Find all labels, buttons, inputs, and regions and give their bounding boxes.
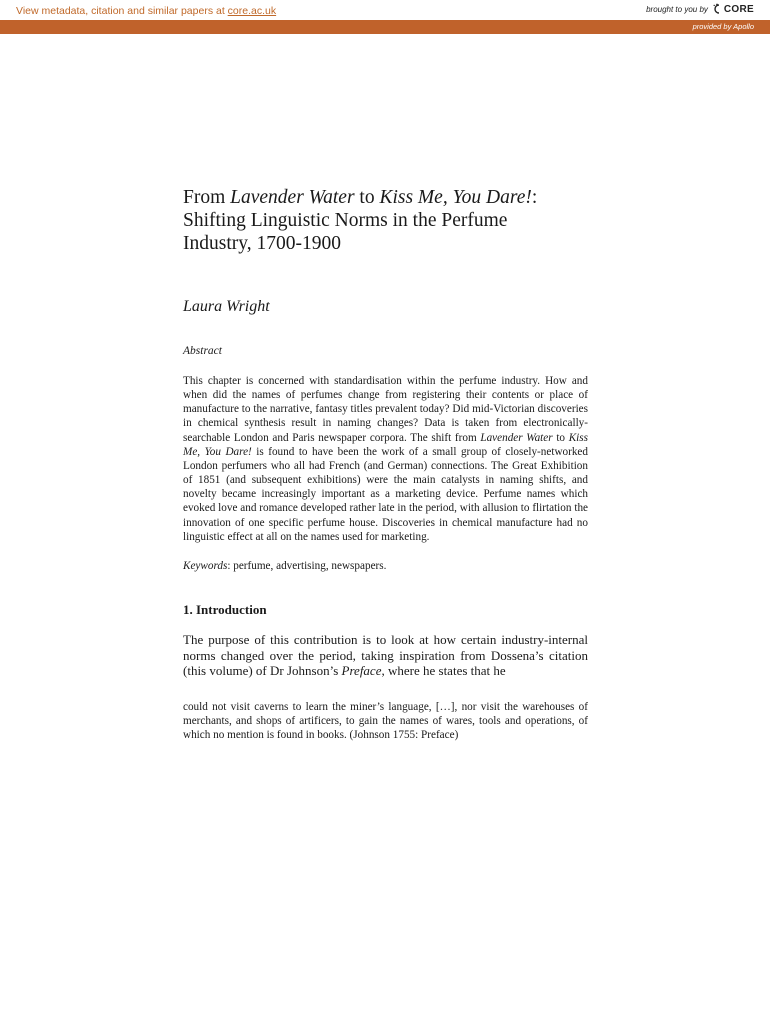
abstract-heading: Abstract [183, 345, 222, 357]
core-logo-text: CORE [723, 3, 754, 15]
block-quote: could not visit caverns to learn the miner’s language, […], nor visit the warehouses of merchants, and shops of artificers, to gain the names of wares, tools and operations, of which no mention is found in books. (Johnson 1755: Preface) [183, 700, 588, 742]
intro-part-2: , where he states that he [381, 663, 506, 679]
paper-title [183, 186, 588, 255]
abstract-italic-2: Kiss Me, You Dare! [183, 431, 588, 458]
abstract-part-3: is found to have been the work of a small group of closely-networked London perfumers who all had French (and German) connections. The Great Exhibition of 1851 (and subsequent exhibitions) were the main catalysts in naming shifts, and novelty became increasingly important as a marketing device. Perfume names which evoked love and romance developed rather late in the period, with allusion to flirtation the innovation of one specific perfume house. Discoveries in chemical manufacture had no linguistic effect at all on the names used for marketing. [183, 445, 588, 543]
title-text-3: : [531, 187, 538, 208]
abstract-italic-1: Lavender Water [480, 431, 553, 444]
core-provider-bar [0, 20, 770, 34]
core-logo-icon [711, 3, 721, 15]
abstract-part-2: to [552, 431, 569, 444]
brought-by-text: brought to you by [646, 4, 708, 14]
keywords-line [183, 559, 588, 573]
core-link-domain[interactable]: core.ac.uk [227, 5, 277, 17]
title-line-2: Shifting Linguistic Norms in the Perfume [183, 210, 508, 231]
provided-by-text[interactable]: provided by Apollo [692, 22, 754, 31]
core-brought-by[interactable] [646, 3, 754, 15]
keywords-label: Keywords [183, 559, 228, 572]
core-banner [0, 0, 770, 20]
title-line-3: Industry, 1700-1900 [183, 233, 341, 254]
section-heading: 1. Introduction [183, 601, 267, 617]
abstract-part-1: This chapter is concerned with standardisation within the perfume industry. How and when did the names of perfumes change from registering their contents or place of manufacture to the narrative, fantasy titles prevalent today? Did mid-Victorian discoveries in chemical synthesis result in naming changes? Data is taken from electronically-searchable London and Paris newspaper corpora. The shift from [183, 375, 588, 444]
keywords-text: : perfume, advertising, newspapers. [227, 559, 387, 572]
title-italic-2: Kiss Me, You Dare! [379, 187, 532, 208]
paper-content [183, 186, 588, 754]
abstract-text [183, 374, 588, 544]
core-link-prefix: View metadata, citation and similar papers at [16, 5, 228, 17]
title-text-2: to [354, 187, 380, 208]
intro-italic: Preface [341, 663, 382, 679]
intro-part-1: The purpose of this contribution is to look at how certain industry-internal norms changed over the period, taking inspiration from Dossena’s citation (this volume) of Dr Johnson’s [183, 631, 588, 679]
title-text-1: From [183, 187, 231, 208]
core-metadata-link[interactable] [16, 5, 276, 17]
author-name: Laura Wright [183, 298, 270, 315]
intro-paragraph [183, 632, 588, 679]
title-italic-1: Lavender Water [230, 187, 355, 208]
